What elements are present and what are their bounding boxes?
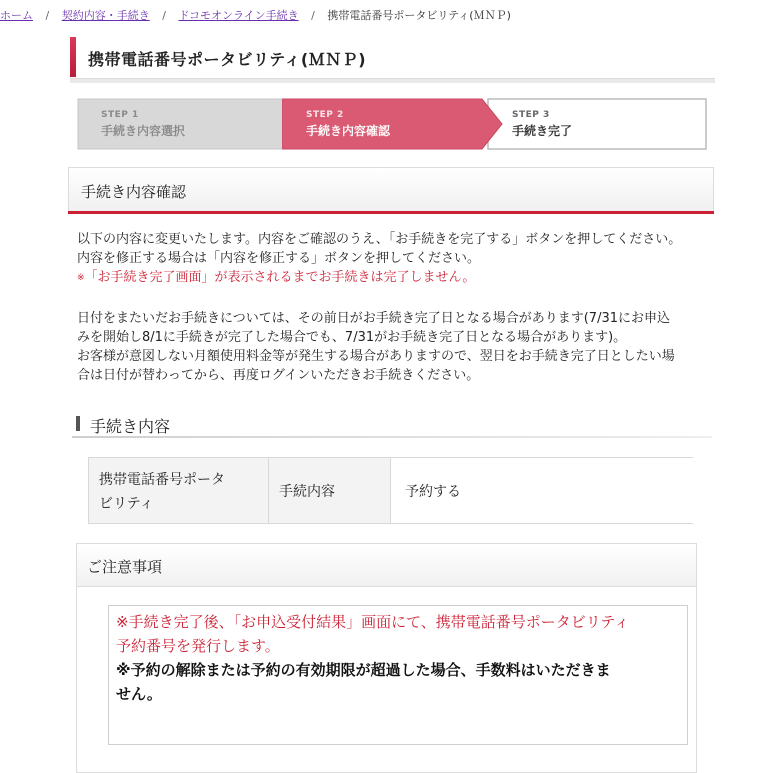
notes-black-text [116,658,686,706]
confirm-instructions [77,230,717,288]
field-label-cell: 手続内容 [269,458,391,523]
notes-black-line-2: せん。 [116,685,162,703]
step-3-number: STEP 3 [512,110,550,120]
step-2-current [282,98,492,148]
notes-panel [76,543,697,773]
step-2-number: STEP 2 [306,110,344,120]
service-name-cell [89,458,269,523]
step-3-label: 手続き完了 [512,124,573,138]
notes-red-line-2: 予約番号を発行します。 [116,637,280,655]
breadcrumb-online-link[interactable]: ドコモオンライン手続き [178,9,299,22]
breadcrumb-separator: / [311,9,315,22]
subsection-marker [76,416,80,431]
date-notice-line-4: 合は日付が替わってから、再度ログインいただきお手続きください。 [77,368,480,383]
service-name-line-2: ビリティ [99,496,154,512]
instruction-line-2: 内容を修正する場合は「内容を修正する」ボタンを押してください。 [77,251,481,266]
confirm-section-header [68,167,714,211]
page-title: 携帯電話番号ポータビリティ(ＭＮＰ) [88,50,367,69]
step-indicator [77,98,707,150]
service-name-line-1: 携帯電話番号ポータ [99,472,225,488]
breadcrumb-separator: / [162,9,166,22]
breadcrumb-current: 携帯電話番号ポータビリティ(ＭＮＰ) [327,9,511,22]
notes-black-line-1: ※予約の解除または予約の有効期限が超過した場合、手数料はいただきま [116,661,611,679]
date-notice-line-2: みを開始し8/1に手続きが完了した場合でも、7/31がお手続き完了日となる場合があります)。 [77,330,627,345]
notes-box [108,605,688,745]
step-3 [487,98,707,148]
date-notice-line-3: お客様が意図しない月額使用料金等が発生する場合がありますので、翌日をお手続き完了日としたい場 [77,349,675,364]
breadcrumb-separator: / [45,9,50,22]
breadcrumb [0,7,511,25]
step-1-number: STEP 1 [101,110,139,120]
warning-text: 「お手続き完了画面」が表示されるまでお手続きは完了しません。 [84,270,476,285]
date-notice [77,309,717,385]
breadcrumb-contract-link[interactable]: 契約内容・手続き [61,9,150,22]
notes-title: ご注意事項 [87,558,163,576]
completion-warning [77,268,717,288]
notes-red-line-1: ※手続き完了後、「お申込受付結果」画面にて、携帯電話番号ポータビリティ [116,613,630,631]
field-value-cell: 予約する [391,458,693,523]
details-title: 手続き内容 [90,417,171,436]
confirm-section-title: 手続き内容確認 [81,183,187,201]
step-1 [77,98,282,148]
notes-header [77,544,696,587]
breadcrumb-home-link[interactable]: ホーム [0,9,33,22]
step-2-label: 手続き内容確認 [306,124,391,138]
page-title-underline [70,78,715,83]
step-1-label: 手続き内容選択 [101,124,186,138]
details-title-underline [72,436,712,438]
details-table [88,457,693,524]
instruction-line-1: 以下の内容に変更いたします。内容をご確認のうえ、「お手続きを完了する」ボタンを押してください。 [77,232,682,247]
page-title-accent-bar [70,37,76,77]
warning-mark: ※ [77,273,85,283]
date-notice-line-1: 日付をまたいだお手続きについては、その前日がお手続き完了日となる場合があります(7/31にお申込 [77,311,671,326]
page-title-block [70,37,715,81]
notes-red-text [116,610,686,658]
confirm-section-underline [68,211,714,214]
